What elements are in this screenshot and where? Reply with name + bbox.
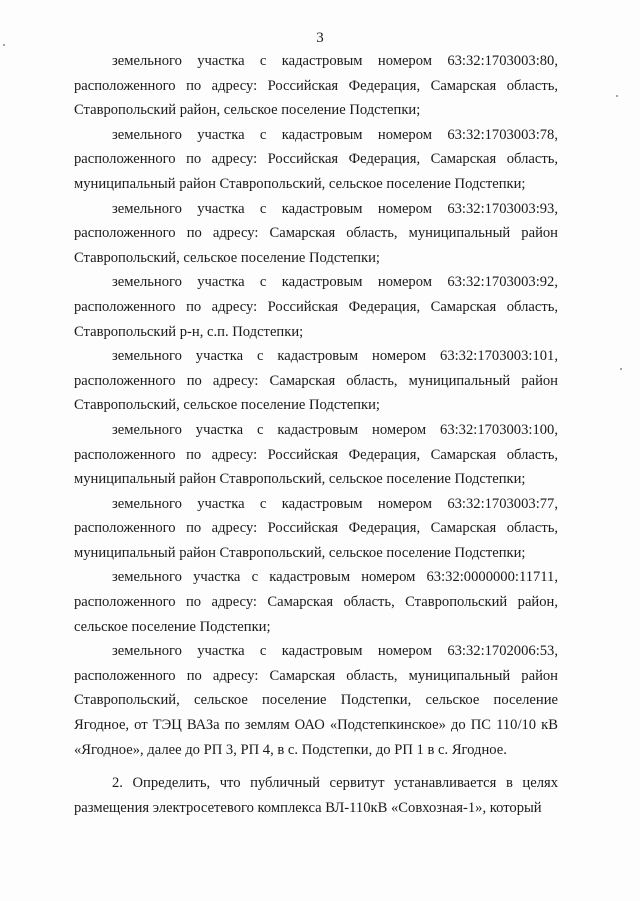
scan-artifact	[3, 44, 5, 46]
document-body	[74, 49, 558, 820]
paragraph-item-2: 2. Определить, что публичный сервитут устанавливается в целях размещения электросетевого комплекса ВЛ-110кВ «Совхозная-1», который	[74, 775, 558, 816]
paragraph-plot-80: земельного участка с кадастровым номером 63:32:1703003:80, расположенного по адресу: Российская Федерация, Самарская область, Ставропольский район, сельское поселение Подстепки;	[74, 53, 558, 119]
paragraph-plot-11711: земельного участка с кадастровым номером 63:32:0000000:11711, расположенного по адресу: Самарская область, Ставропольский район, сельское поселение Подстепки;	[74, 569, 558, 635]
paragraph-plot-100: земельного участка с кадастровым номером 63:32:1703003:100, расположенного по адресу: Российская Федерация, Самарская область, муниципальный район Ставропольский, сельское поселение Подстепки;	[74, 421, 558, 488]
scan-artifact	[620, 368, 622, 370]
paragraph-plot-101: земельного участка с кадастровым номером 63:32:1703003:101, расположенного по адресу: Самарская область, муниципальный район Ставропольский, сельское поселение Подстепки;	[74, 348, 558, 414]
paragraph-plot-92: земельного участка с кадастровым номером 63:32:1703003:92, расположенного по адресу: Российская Федерация, Самарская область, Ставропольский р-н, с.п. Подстепки;	[74, 274, 558, 340]
paragraph-plot-78: земельного участка с кадастровым номером 63:32:1703003:78, расположенного по адресу: Российская Федерация, Самарская область, муниципальный район Ставропольский, сельское поселение Подстепки;	[74, 126, 558, 192]
paragraph-plot-93: земельного участка с кадастровым номером 63:32:1703003:93, расположенного по адресу: Самарская область, муниципальный район Ставропольский, сельское поселение Подстепки;	[74, 200, 558, 266]
scan-artifact	[616, 95, 618, 97]
paragraph-plot-53: земельного участка с кадастровым номером 63:32:1702006:53, расположенного по адресу: Самарская область, муниципальный район Ставропольский, сельское поселение Подстепки, сельское поселение Ягодное, от ТЭЦ ВАЗа по землям ОАО «Подстепкинское» до ПС 110/10 кВ «Ягодное», далее до РП 3, РП 4, в с. Подстепки, до РП 1 в с. Ягодное.	[74, 643, 558, 758]
page-number: 3	[316, 30, 324, 46]
paragraph-plot-77: земельного участка с кадастровым номером 63:32:1703003:77, расположенного по адресу: Российская Федерация, Самарская область, муниципальный район Ставропольский, сельское поселение Подстепки;	[74, 495, 558, 561]
